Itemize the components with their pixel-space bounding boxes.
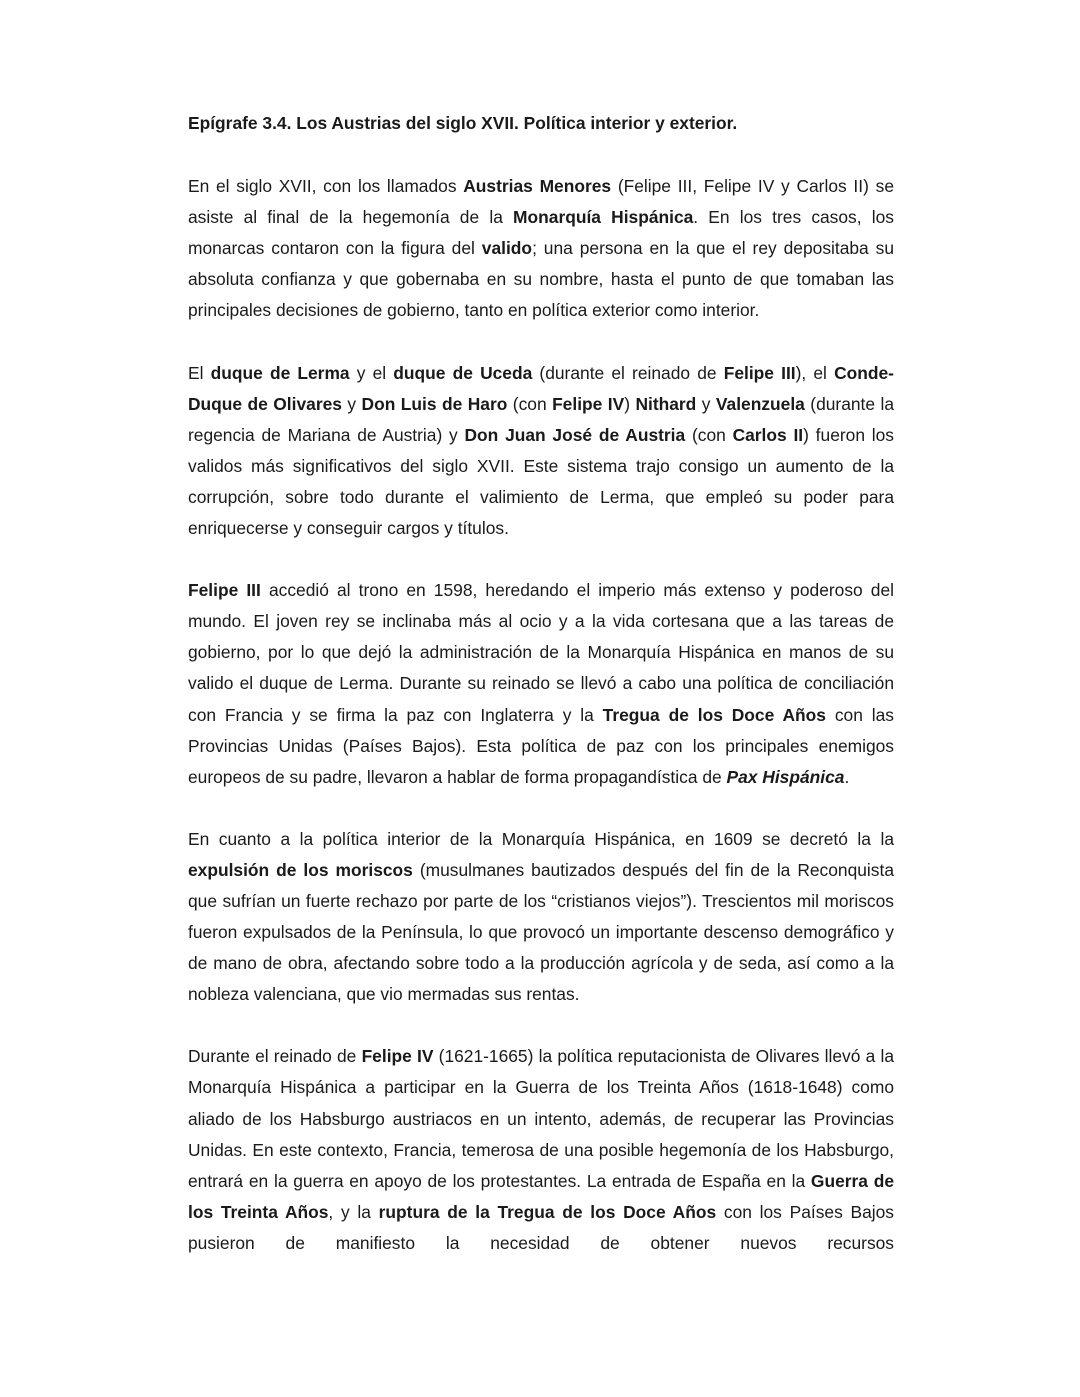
bold-text: Monarquía Hispánica	[513, 207, 694, 228]
text-run: (durante la regencia de Mariana de Austria) y	[188, 393, 895, 445]
bold-text: Conde-Duque de Olivares	[188, 362, 894, 414]
paragraph	[188, 824, 894, 1011]
text-run: (con	[685, 424, 733, 445]
bold-text: Felipe IV	[552, 393, 625, 414]
text-run: )	[624, 393, 636, 414]
emphasis-text: Pax Hispánica	[726, 766, 845, 787]
paragraph	[188, 358, 894, 545]
bold-text: ruptura de la Tregua de los Doce Años	[378, 1201, 717, 1222]
bold-text: Carlos II	[732, 424, 804, 445]
text-run: (musulmanes bautizados después del fin de la Reconquista que sufrían un fuerte rechazo por parte de los “cristianos viejos”). Trescientos mil moriscos fueron expulsados de la Península, lo que provocó un importante descenso demográfico y de mano de obra, afectando sobre todo a la producción agrícola y de seda, así como a la nobleza valenciana, que vio mermadas sus rentas.	[188, 859, 894, 1005]
text-run: y el	[349, 362, 394, 383]
paragraph	[188, 1041, 894, 1259]
bold-text: Nithard	[635, 393, 697, 414]
text-run: Durante el reinado de	[188, 1046, 362, 1067]
text-run: (1621-1665) la política reputacionista de Olivares llevó a la Monarquía Hispánica a participar en la Guerra de los Treinta Años (1618-1648) como aliado de los Habsburgo austriacos en un intento, además, de recuperar las Provincias Unidas. En este contexto, Francia, temerosa de una posible hegemonía de los Habsburgo, entrará en la guerra en apoyo de los protestantes. La entrada de España en la	[188, 1046, 895, 1191]
bold-text: Don Luis de Haro	[361, 393, 508, 414]
text-run: , y la	[328, 1201, 379, 1222]
text-run: ), el	[795, 362, 835, 383]
text-run: ) fueron los validos más significativos del siglo XVII. Este sistema trajo consigo un aumento de la corrupción, sobre todo durante el valimiento de Lerma, que empleó su poder para enriquecerse y conseguir cargos y títulos.	[188, 424, 894, 539]
text-run: El	[188, 362, 211, 383]
bold-text: Guerra de los Treinta Años	[188, 1170, 894, 1222]
document-title: Epígrafe 3.4. Los Austrias del siglo XVII. Política interior y exterior.	[188, 113, 738, 133]
bold-text: valido	[481, 238, 533, 259]
text-run: . En los tres casos, los monarcas contaron con la figura del	[188, 207, 894, 259]
bold-text: Austrias Menores	[463, 176, 612, 197]
bold-text: Felipe IV	[361, 1046, 434, 1067]
text-run: ; una persona en la que el rey depositaba su absoluta confianza y que gobernaba en su nombre, hasta el punto de que tomaban las principales decisiones de gobierno, tanto en política exterior como interior.	[188, 238, 895, 321]
bold-text: expulsión de los moriscos	[188, 859, 413, 880]
bold-text: Valenzuela	[715, 393, 805, 414]
text-run: (con	[507, 393, 553, 414]
text-run: .	[844, 766, 850, 787]
paragraph	[188, 575, 894, 793]
text-run: con las Provincias Unidas (Países Bajos). Esta política de paz con los principales enemigos europeos de su padre, llevaron a hablar de forma propagandística de	[188, 704, 895, 787]
text-run: con los Países Bajos pusieron de manifiesto la necesidad de obtener nuevos recursos	[188, 1201, 894, 1253]
bold-text: Felipe III	[188, 580, 261, 601]
text-run: (durante el reinado de	[532, 362, 724, 383]
text-run: En el siglo XVII, con los llamados	[188, 176, 464, 197]
bold-text: duque de Uceda	[393, 362, 533, 383]
text-run: En cuanto a la política interior de la Monarquía Hispánica, en 1609 se decretó la la	[188, 828, 894, 849]
bold-text: duque de Lerma	[210, 362, 350, 383]
bold-text: Don Juan José de Austria	[464, 424, 686, 445]
bold-text: Felipe III	[723, 362, 796, 383]
bold-text: Tregua de los Doce Años	[602, 704, 826, 725]
text-run: y	[696, 393, 716, 414]
document-page	[188, 108, 894, 1259]
text-run: (Felipe III, Felipe IV y Carlos II) se asiste al final de la hegemonía de la	[188, 176, 894, 228]
paragraph	[188, 171, 894, 326]
text-run: accedió al trono en 1598, heredando el imperio más extenso y poderoso del mundo. El joven rey se inclinaba más al ocio y a la vida cortesana que a las tareas de gobierno, por lo que dejó la administración de la Monarquía Hispánica en manos de su valido el duque de Lerma. Durante su reinado se llevó a cabo una política de conciliación con Francia y se firma la paz con Inglaterra y la	[188, 580, 894, 725]
text-run: y	[341, 393, 362, 414]
